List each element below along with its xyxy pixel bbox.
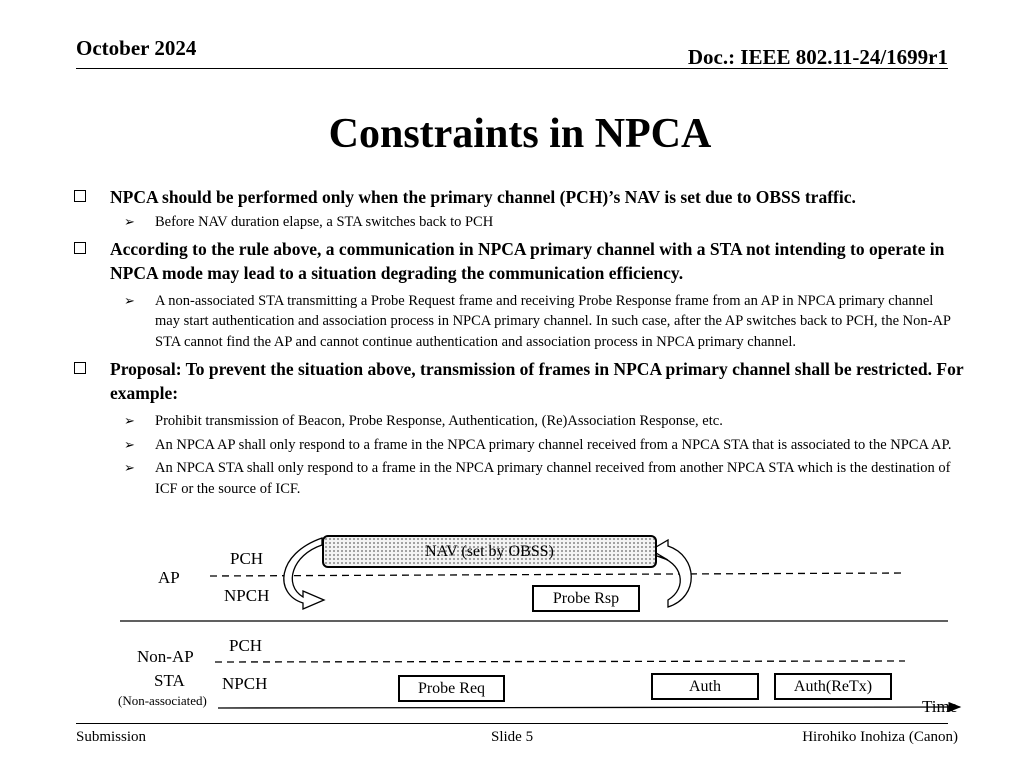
footer-rule	[76, 723, 948, 724]
header-date: October 2024	[76, 36, 197, 60]
bullet-2-sub-1-text: A non-associated STA transmitting a Probe Request frame and receiving Probe Response frame from an AP in NPCA primary channel may start authentication and association process in NPCA primary channel. In such case, after the AP switches back to PCH, the Non-AP STA cannot find the AP and cannot continue authentication and association process in NPCA primary channel.	[155, 292, 951, 350]
time-axis	[218, 707, 960, 708]
header-doc-id: Doc.: IEEE 802.11-24/1699r1	[687, 45, 948, 69]
probe-req-box: Probe Req	[398, 675, 505, 702]
arrow-bullet-icon: ➢	[124, 413, 135, 428]
sta-note: (Non-associated)	[118, 693, 207, 708]
bullet-2-text: According to the rule above, a communication in NPCA primary channel with a STA not intending to operate in NPCA mode may lead to a situation degrading the communication efficiency.	[110, 238, 945, 283]
bullet-3-sub-2-text: An NPCA AP shall only respond to a frame in the NPCA primary channel received from a NPCA STA that is associated to the NPCA AP.	[155, 436, 952, 453]
footer-submission: Submission	[76, 729, 147, 745]
switch-to-npch-arrow	[284, 538, 324, 609]
sta-npch-label: NPCH	[222, 674, 268, 693]
auth-box: Auth	[651, 673, 759, 700]
bullet-1-sub-1-text: Before NAV duration elapse, a STA switches back to PCH	[155, 214, 494, 230]
bullet-3-sub-1-text: Prohibit transmission of Beacon, Probe Response, Authentication, (Re)Association Response, etc.	[155, 413, 723, 429]
sta-label-line1: Non-AP	[137, 647, 194, 666]
arrow-bullet-icon: ➢	[124, 436, 135, 452]
ap-pch-label: PCH	[230, 549, 264, 568]
bullet-3-sub-3-text: An NPCA STA shall only respond to a frame in the NPCA primary channel received from another NPCA STA which is the destination of ICF or the source of ICF.	[155, 460, 951, 497]
bullet-3-text: Proposal: To prevent the situation above, transmission of frames in NPCA primary channel shall be restricted. For example:	[110, 359, 964, 403]
sta-pch-line	[215, 661, 905, 662]
sta-pch-label: PCH	[229, 636, 263, 655]
probe-rsp-box: Probe Rsp	[532, 585, 640, 612]
arrow-bullet-icon: ➢	[124, 460, 135, 475]
ap-label: AP	[158, 568, 180, 587]
ap-npch-label: NPCH	[224, 586, 270, 605]
sta-label-line2: STA	[154, 671, 185, 690]
slide-title: Constraints in NPCA	[328, 111, 712, 157]
arrow-bullet-icon: ➢	[124, 292, 135, 308]
bullet-1-text: NPCA should be performed only when the primary channel (PCH)’s NAV is set due to OBSS traffic.	[110, 187, 856, 207]
auth-retx-box: Auth(ReTx)	[774, 673, 892, 700]
footer-author: Hirohiko Inohiza (Canon)	[802, 729, 958, 745]
footer-slide-number: Slide 5	[491, 729, 534, 745]
time-label: Time	[922, 697, 958, 716]
ap-pch-line	[210, 573, 905, 576]
arrow-bullet-icon: ➢	[124, 214, 135, 229]
nav-box: NAV (set by OBSS)	[322, 535, 657, 568]
